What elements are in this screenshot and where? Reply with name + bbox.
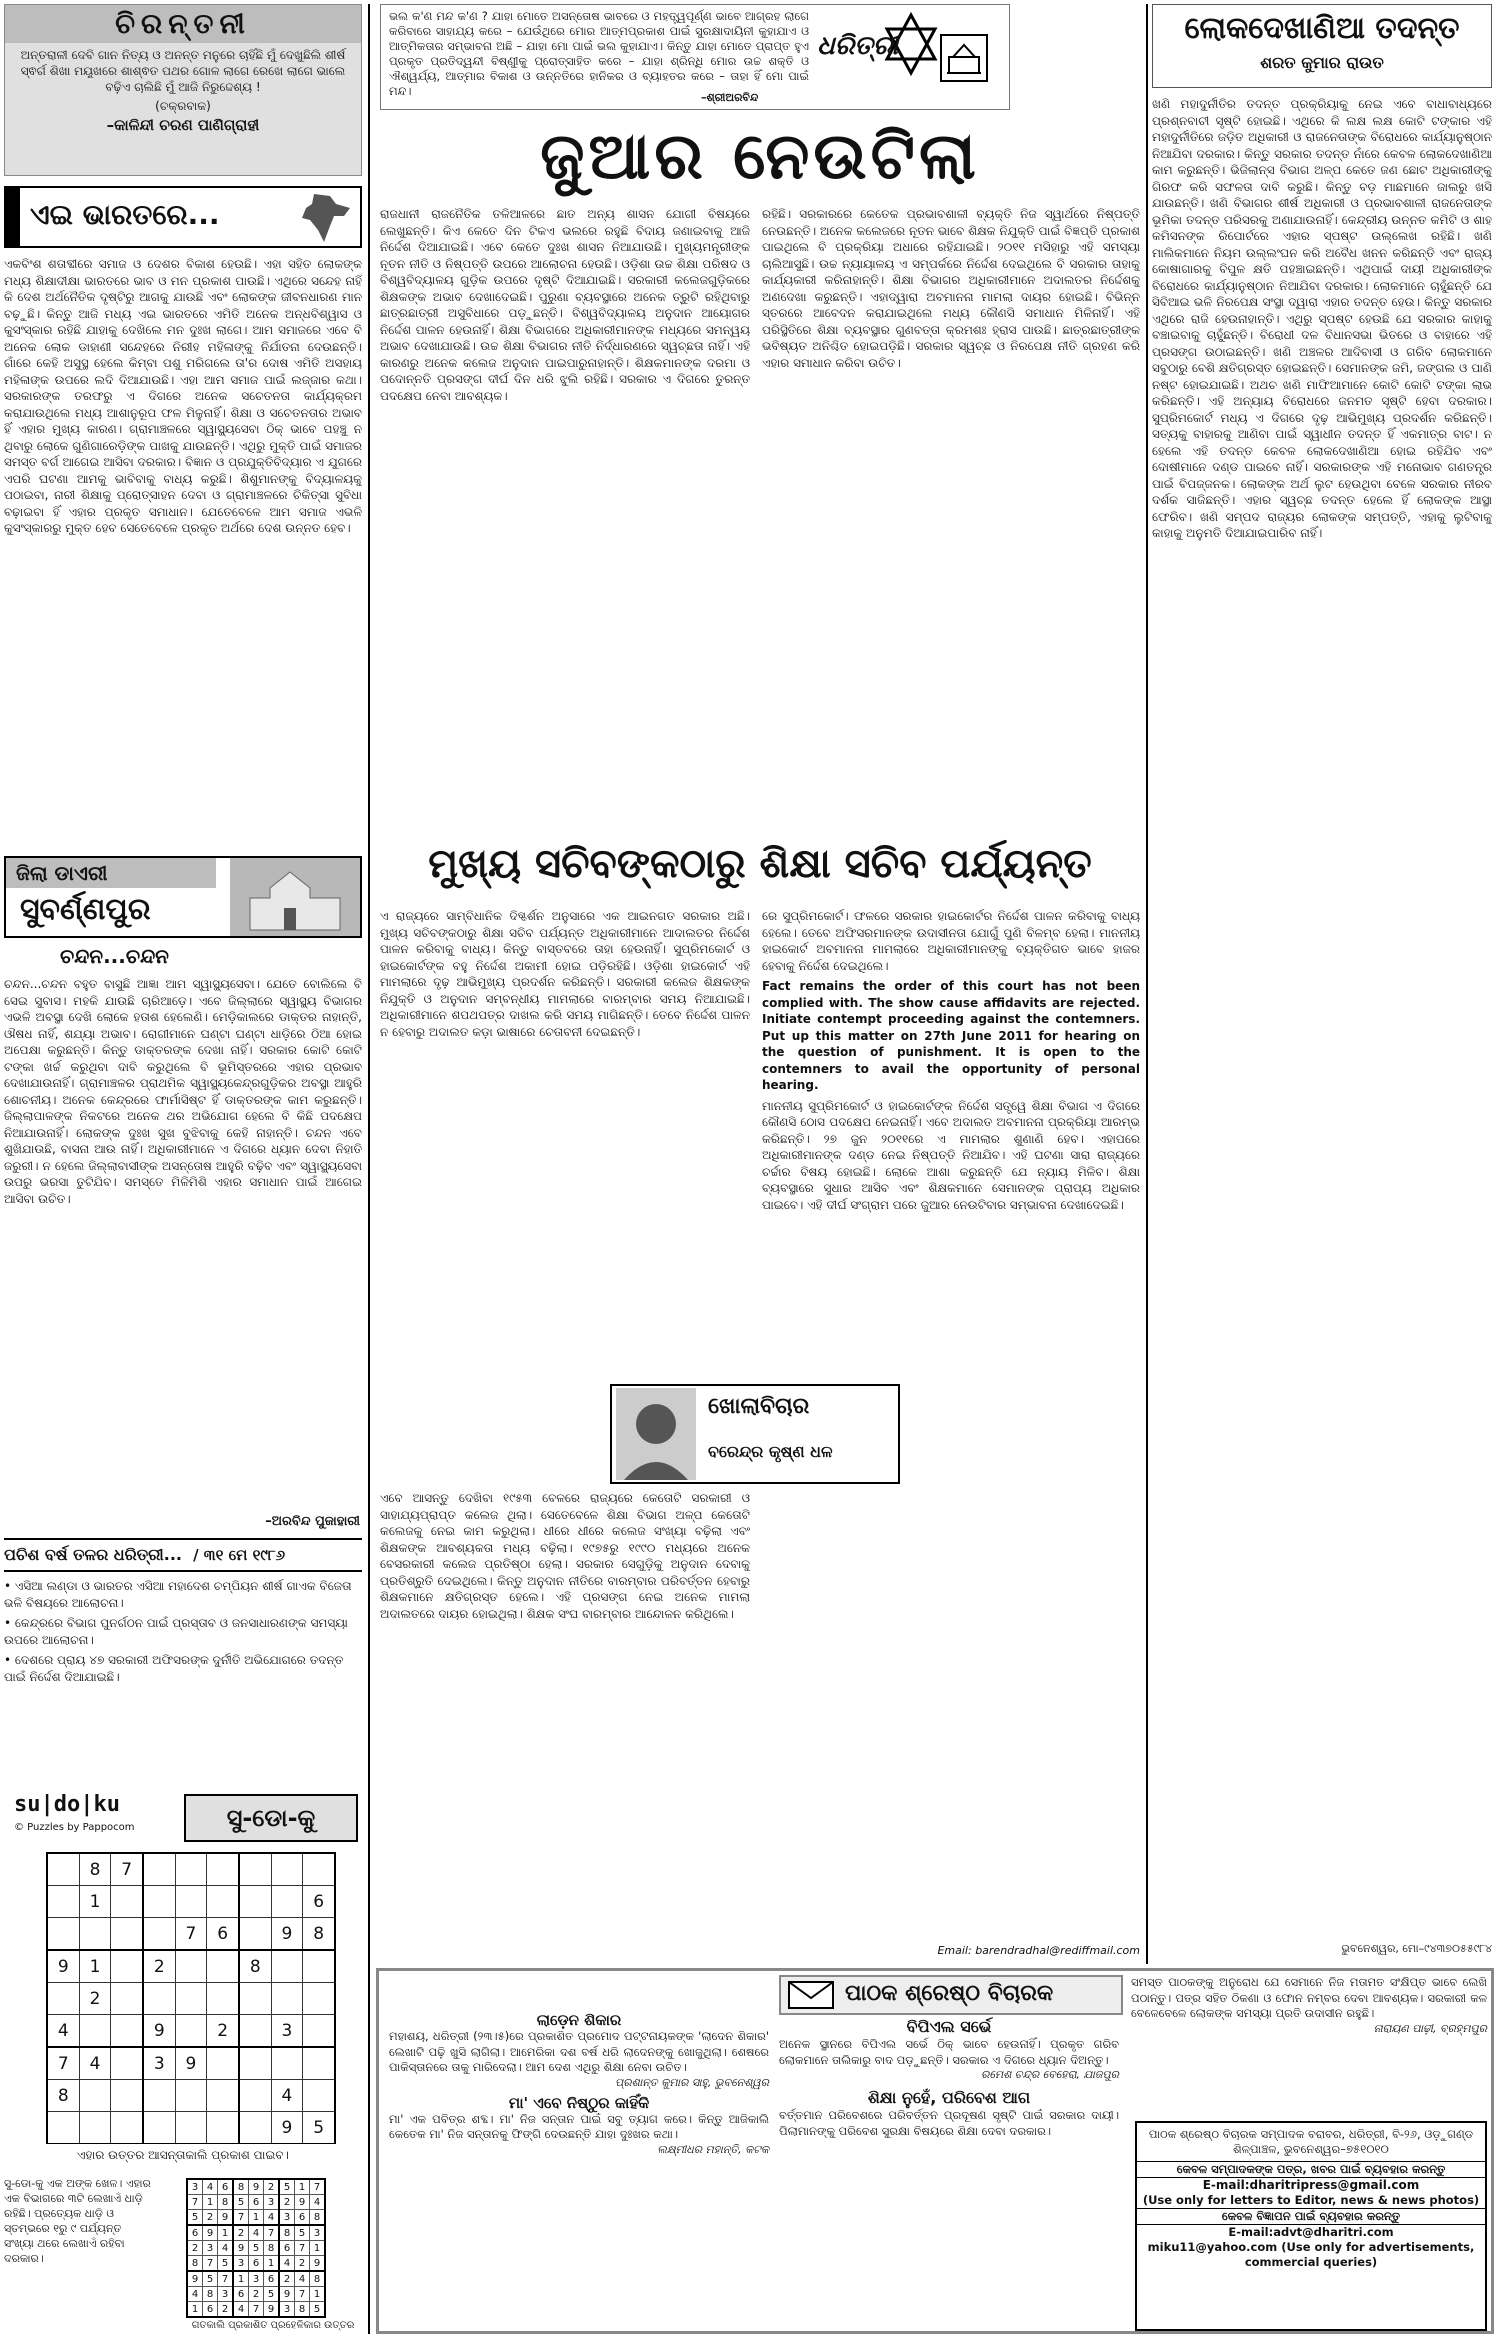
- grid-cell: 4: [279, 2256, 295, 2272]
- grid-cell: 2: [187, 2241, 203, 2256]
- grid-cell: [207, 1950, 239, 1983]
- years-ago-header: [4, 1538, 362, 1572]
- india-section-header: [4, 186, 362, 248]
- letter-author: ନାରାୟଣ ପାଢ଼ୀ, ବ୍ରହ୍ମପୁର: [1373, 2021, 1487, 2035]
- sudoku-brand-sub: © Puzzles by Pappocom: [14, 1822, 135, 1833]
- grid-cell: [239, 1983, 271, 2015]
- grid-cell: 2: [203, 2210, 218, 2226]
- grid-cell: 7: [111, 1853, 143, 1886]
- grid-cell: [303, 2080, 335, 2112]
- grid-cell: 4: [295, 2271, 310, 2287]
- grid-cell: [207, 2112, 239, 2145]
- grid-cell: 6: [187, 2225, 203, 2241]
- grid-cell: [207, 2080, 239, 2112]
- court-order-quote: Fact remains the order of this court has not been complied with. The show cause affidavits are rejected. Initiate contempt proceeding against the contemners. Put up this matter on 27th June 2011 for hearing on the question of punishment. It is open to the contemners to avail the opportunity of personal hearing.: [762, 979, 1140, 1092]
- grid-cell: [271, 1950, 303, 1983]
- chirantani-quote: ଅନ୍ତରାଳୀ ଦେବି ଗାନ ନିତ୍ୟ ଓ ଅନନ୍ତ ମନୁରେ ଚାହିଁଛି ମୁଁ ଦେଖୁଛିଲି ଶୀର୍ଷ ସ୍ଵର୍ଗ ଶିଖା ମୟୂଖରେ ଶାଶ୍ଵତ ପଥର ଗୋଳ ଲାଗେ ରେଖେ ଲାଗେ ଭାଲେ ବଢ଼ିଏ ଚାଲିଛି ମୁଁ ଆଜି ନିରୁଦ୍ଦେଶ୍ୟ !: [20, 48, 346, 94]
- grid-cell: 7: [47, 2047, 79, 2080]
- sri-aurobindo-quote: ଭଲ କ'ଣ ମନ୍ଦ କ'ଣ ? ଯାହା ମୋତେ ଅସନ୍ତୋଷ ଭାବରେ ଓ ମହତ୍ତ୍ୱପୂର୍ଣ୍ଣ ଭାବେ ଆଗ୍ରହ ଲାଗେ କରିବାରେ ସାହାଯ୍ୟ କରେ – ଯେଉଁଥିରେ ମୋର ଆତ୍ମପ୍ରକାଶ ପାଇଁ ସୁରକ୍ଷାଦାୟିନୀ କୁହାଯାଏ ଓ ଆତ୍ମିକତାର ସମ୍ଭାବନା ଅଛି – ଯାହା ମୋ ପାଇଁ ଭଲ କୁହାଯାଏ। କିନ୍ତୁ ଯାହା ମୋତେ ପ୍ରାପ୍ତ ହୁଏ ପ୍ରକୃତ ପ୍ରତିଦ୍ୱନ୍ଦୀ ବିଷ୍ଣୁୀକୁ ପ୍ରୋତ୍ସାହିତ କରେ – ଯାହା ଶ୍ରିନ୍ଧି ମୋର ଉଚ୍ଚ ଶକ୍ତି ଓ ଐଶ୍ୱର୍ଯ୍ୟ, ଆତ୍ମାର ବିକାଶ ଓ ଉନ୍ନତିରେ ହାନିକର ଓ ବ୍ୟାହତର କରେ – ତାହା ହିଁ ମୋ ପାଇଁ ମନ୍ଦ। –ଶ୍ରୀଅରବିନ୍ଦ ଧରିତ୍ରୀ: [380, 4, 1010, 110]
- grid-cell: 9: [187, 2271, 203, 2287]
- grid-cell: [271, 1853, 303, 1886]
- grid-cell: 7: [295, 2287, 310, 2302]
- grid-cell: [239, 2047, 271, 2080]
- grid-cell: [111, 2080, 143, 2112]
- letter-title: ଶିକ୍ଷା ନୁହେଁ, ପରିବେଶ ଆଗ: [867, 2088, 1031, 2107]
- grid-cell: [271, 2047, 303, 2080]
- grid-cell: [239, 2015, 271, 2048]
- india-section-marker: [6, 188, 20, 246]
- grid-cell: 3: [264, 2195, 280, 2210]
- grid-cell: [303, 1950, 335, 1983]
- temple-photo: [230, 858, 360, 936]
- grid-row: [187, 2225, 325, 2241]
- grid-cell: 9: [218, 2210, 234, 2226]
- letter-body: ମା' ଏକ ପବିତ୍ର ଶବ୍ଦ। ମା' ନିଜ ସନ୍ତାନ ପାଇଁ ସବୁ ତ୍ୟାଗ କରେ। କିନ୍ତୁ ଆଜିକାଲି କେତେକ ମା' ନିଜ ସନ୍ତାନକୁ ଫିଙ୍ଗି ଦେଉଛନ୍ତି ଯାହା ଦୁଃଖର କଥା।: [389, 2111, 769, 2141]
- grid-cell: 4: [310, 2195, 326, 2210]
- district-name: ସୁବର୍ଣ୍ଣପୁର: [20, 892, 151, 927]
- grid-cell: 2: [264, 2179, 280, 2195]
- grid-cell: [207, 1983, 239, 2015]
- right-divider: [1146, 4, 1148, 1964]
- grid-cell: [47, 1853, 79, 1886]
- grid-cell: 7: [175, 1918, 207, 1951]
- contact-email[interactable]: E-mail:dharitripress@gmail.com: [1202, 2178, 1420, 2192]
- grid-cell: [207, 2047, 239, 2080]
- grid-cell: 7: [310, 2179, 326, 2195]
- grid-cell: 9: [271, 1918, 303, 1951]
- grid-cell: 5: [264, 2287, 280, 2302]
- grid-cell: 8: [239, 1950, 271, 1983]
- grid-cell: 6: [207, 1918, 239, 1951]
- grid-cell: 8: [295, 2302, 310, 2318]
- grid-cell: [303, 1853, 335, 1886]
- letter-author: ରମେଶ ଚନ୍ଦ୍ର ବେହେରା, ଯାଜପୁର: [981, 2068, 1119, 2081]
- grid-cell: 4: [79, 2047, 111, 2080]
- author-photo: [616, 1388, 696, 1480]
- grid-cell: 6: [295, 2210, 310, 2226]
- grid-cell: 2: [218, 2302, 234, 2318]
- grid-cell: 5: [279, 2179, 295, 2195]
- right-column-body: ଖଣି ମହାଦୁର୍ନୀତିର ତଦନ୍ତ ପ୍ରକ୍ରିୟାକୁ ନେଇ ଏବେ ବାଧାବାଧ୍ୟରେ ପ୍ରଶ୍ନବାଚୀ ସୃଷ୍ଟି ହୋଇଛି। ଏଥିରେ କି ଲକ୍ଷ ଲକ୍ଷ କୋଟି ଟଙ୍କାର ଏହି ମହାଦୁର୍ନୀତିରେ ଜଡ଼ିତ ଅଧିକାରୀ ଓ ରାଜନେତାଙ୍କ ବିରୋଧରେ କାର୍ଯ୍ୟାନୁଷ୍ଠାନ ନିଆଯିବା ଦରକାର। କିନ୍ତୁ ସରକାର ତଦନ୍ତ ନାଁରେ କେବଳ ଲୋକଦେଖାଣିଆ କାମ କରୁଛନ୍ତି। ଭିଜିଲାନ୍ସ ବିଭାଗ ଅଳ୍ପ କେତେ ଜଣ ଛୋଟ ଅଧିକାରୀଙ୍କୁ ଗିରଫ କରି ସଫଳତା ଦାବି କରୁଛି। କିନ୍ତୁ ବଡ଼ ମାଛମାନେ ଜାଲରୁ ଖସି ଯାଉଛନ୍ତି। ଖଣି ବିଭାଗର ଶୀର୍ଷ ଅଧିକାରୀ ଓ ପ୍ରଭାବଶାଳୀ ରାଜନେତାଙ୍କ ଭୂମିକା ତଦନ୍ତ ପରିସରକୁ ଅଣାଯାଉନାହିଁ। କେନ୍ଦ୍ରୀୟ ଉନ୍ନତ କମିଟି ଓ ଶାହ କମିସନଙ୍କ ରିପୋର୍ଟରେ ଏହାର ସ୍ପଷ୍ଟ ଉଲ୍ଲେଖ ରହିଛି। ଖଣି ମାଲିକମାନେ ନିୟମ ଉଲ୍ଲଂଘନ କରି ଅବୈଧ ଖନନ କରିଛନ୍ତି ଏବଂ ରାଜ୍ୟ କୋଷାଗାରକୁ ବିପୁଳ କ୍ଷତି ପହଞ୍ଚାଇଛନ୍ତି। ଏଥିପାଇଁ ଦାୟୀ ଅଧିକାରୀଙ୍କ ବିରୋଧରେ କାର୍ଯ୍ୟାନୁଷ୍ଠାନ ନିଆଯିବା ଦରକାର। ଲୋକମାନେ ଚାହୁଁଛନ୍ତି ଯେ ସିବିଆଇ ଭଳି ନିରପେକ୍ଷ ସଂସ୍ଥା ଦ୍ୱାରା ଏହାର ତଦନ୍ତ ହେଉ। କିନ୍ତୁ ସରକାର ଏଥିରେ ରାଜି ହେଉନାହାନ୍ତି। ଏଥିରୁ ସ୍ପଷ୍ଟ ହେଉଛି ଯେ ସରକାର କାହାକୁ ବଞ୍ଚାଇବାକୁ ଚାହୁଁଛନ୍ତି। ବିରୋଧୀ ଦଳ ବିଧାନସଭା ଭିତରେ ଓ ବାହାରେ ଏହି ପ୍ରସଙ୍ଗ ଉଠାଇଛନ୍ତି। ଖଣି ଅଞ୍ଚଳର ଆଦିବାସୀ ଓ ଗରିବ ଲୋକମାନେ ସବୁଠାରୁ ବେଶି କ୍ଷତିଗ୍ରସ୍ତ ହୋଇଛନ୍ତି। ସେମାନଙ୍କ ଜମି, ଜଙ୍ଗଲ ଓ ପାଣି ନଷ୍ଟ ହୋଇଯାଇଛି। ଅଥଚ ଖଣି ମାଫିଆମାନେ କୋଟି କୋଟି ଟଙ୍କା ଲାଭ କରିଛନ୍ତି। ଏହି ଅନ୍ୟାୟ ବିରୋଧରେ ଜନମତ ସୃଷ୍ଟି ହେବା ଦରକାର। ସୁପ୍ରିମକୋର୍ଟ ମଧ୍ୟ ଏ ଦିଗରେ ଦୃଢ଼ ଆଭିମୁଖ୍ୟ ପ୍ରଦର୍ଶନ କରିଛନ୍ତି। ସତ୍ୟକୁ ବାହାରକୁ ଆଣିବା ପାଇଁ ସ୍ୱାଧୀନ ତଦନ୍ତ ହିଁ ଏକମାତ୍ର ବାଟ। ନ ହେଲେ ଏହି ତଦନ୍ତ କେବଳ ଲୋକଦେଖାଣିଆ ହୋଇ ରହିଯିବ ଏବଂ ଦୋଷୀମାନେ ଦଣ୍ଡ ପାଇବେ ନାହିଁ। ସରକାରଙ୍କ ଏହି ମନୋଭାବ ଗଣତନ୍ତ୍ର ପାଇଁ ବିପଜ୍ଜନକ। ଲୋକଙ୍କ ଅର୍ଥ ଲୁଟ ହେଉଥିବା ବେଳେ ସରକାର ନୀରବ ଦର୍ଶକ ସାଜିଛନ୍ତି। ଏହାର ସ୍ୱଚ୍ଛ ତଦନ୍ତ ହେଲେ ହିଁ ଲୋକଙ୍କ ଆସ୍ଥା ଫେରିବ। ଖଣି ସମ୍ପଦ ରାଜ୍ୟର ଲୋକଙ୍କ ସମ୍ପତ୍ତି, ଏହାକୁ ଲୁଟିବାକୁ କାହାକୁ ଅନୁମତି ଦିଆଯାଇପାରିବ ନାହିଁ।: [1152, 97, 1492, 540]
- grid-cell: 4: [47, 2015, 79, 2048]
- grid-cell: [47, 1918, 79, 1951]
- grid-cell: 5: [310, 2302, 326, 2318]
- list-item: • କେନ୍ଦ୍ରରେ ବିଭାଗ ପୁନର୍ଗଠନ ପାଇଁ ପ୍ରସ୍ତାବ ଓ ଜନସାଧାରଣଙ୍କ ସମସ୍ୟା ଉପରେ ଆଲୋଚନା।: [4, 1616, 348, 1647]
- letter-title: ମା' ଏବେ ନିଷ୍ଠୁର କାହିଁକି: [508, 2093, 650, 2112]
- letter-body: ମହାଶୟ, ଧରିତ୍ରୀ (୨୩।୫)ରେ ପ୍ରକାଶିତ ପ୍ରମୋଦ ପଟ୍ଟନାୟକଙ୍କ 'ଲାଦେନ ଶିକାର' ଲେଖାଟି ପଢ଼ି ଖୁସି ଲାଗିଲା। ଆମେରିକା ଦଶ ବର୍ଷ ଧରି ଲାଦେନଙ୍କୁ ଖୋଜୁଥିଲା। ଶେଷରେ ପାକିସ୍ତାନରେ ତାକୁ ମାରିଦେଲା। ଆମ ଦେଶ ଏଥିରୁ ଶିକ୍ଷା ନେବା ଉଚିତ।: [389, 2029, 769, 2074]
- contact-note: କେବଳ ସମ୍ପାଦକଙ୍କ ପତ୍ର, ଖବର ପାଇଁ ବ୍ୟବହାର କରନ୍ତୁ: [1137, 2161, 1485, 2178]
- grid-row: [47, 2015, 335, 2048]
- grid-cell: 5: [249, 2241, 264, 2256]
- editorial-col1: ରାଜଧାନୀ ରାଜନୈତିକ ତଳିଆଳରେ ଛାତ ଅନ୍ୟ ଶାସନ ଯୋଗୀ ବିଷୟରେ ଲେଖୁଛନ୍ତି। କିଏ କେତେ ଦିନ ଟିକଏ ଭଲରେ ରହୁଛି ବିଦାୟ ଜଣାଇବାକୁ ଆଜି ନିର୍ଦ୍ଦେଶ ଦିଆଯାଇଛି। ଏବେ କେତେ ଦୁଃଖ ଶାସନ ନିଆଯାଉଛି। ମୁଖ୍ୟମନ୍ତ୍ରୀଙ୍କ ନୂତନ ନୀତି ଓ ନିଷ୍ପତ୍ତି ଉପରେ ଆଲୋଚନା ହେଉଛି। ଓଡ଼ିଶା ଉଚ୍ଚ ଶିକ୍ଷା ପରିଷଦ ଓ ବିଶ୍ୱବିଦ୍ୟାଳୟ ଗୁଡ଼ିକ ଉପରେ ଦୃଷ୍ଟି ଦିଆଯାଇଛି। ସରକାରୀ କଲେଜଗୁଡ଼ିକରେ ଶିକ୍ଷକଙ୍କ ଅଭାବ ଦେଖାଦେଇଛି। ପୁରୁଣା ବ୍ୟବସ୍ଥାରେ ଅନେକ ତ୍ରୁଟି ରହିଥିବାରୁ ଛାତ୍ରଛାତ୍ରୀ ଅସୁବିଧାରେ ପଡ଼ୁଛନ୍ତି। ବିଶ୍ୱବିଦ୍ୟାଳୟ ଅନୁଦାନ ଆୟୋଗର ନିର୍ଦ୍ଦେଶ ପାଳନ ହେଉନାହିଁ। ଶିକ୍ଷା ବିଭାଗରେ ଅଧିକାରୀମାନଙ୍କ ମଧ୍ୟରେ ସମନ୍ୱୟ ଅଭାବ ଦେଖାଯାଉଛି। ଉଚ୍ଚ ଶିକ୍ଷା ବିଭାଗର ନୀତି ନିର୍ଦ୍ଧାରଣରେ ସ୍ୱଚ୍ଛତା ନାହିଁ। ଏହି କାରଣରୁ ଅନେକ କଲେଜ ଅନୁଦାନ ପାଇପାରୁନାହାନ୍ତି। ଶିକ୍ଷକମାନଙ୍କ ଦରମା ଓ ପଦୋନ୍ନତି ପ୍ରସଙ୍ଗ ଦୀର୍ଘ ଦିନ ଧରି ଝୁଲି ରହିଛି। ସରକାର ଏ ଦିଗରେ ତୁରନ୍ତ ପଦକ୍ଷେପ ନେବା ଆବଶ୍ୟକ।: [380, 207, 750, 403]
- letters-header: [779, 1975, 1123, 2015]
- grid-cell: 2: [295, 2256, 310, 2272]
- grid-cell: 8: [310, 2210, 326, 2226]
- grid-cell: 1: [295, 2179, 310, 2195]
- grid-cell: [79, 2015, 111, 2048]
- sudoku-brand: su|do|ku: [14, 1792, 120, 1817]
- sudoku-rules: ସୁ-ଡୋ-କୁ ଏକ ଅଙ୍କ ଖେଳ। ଏହାର ଏକ ବିଭାଗରେ ୩ଟି ଲେଖାଏଁ ଧାଡ଼ି ରହିଛି। ପ୍ରତ୍ୟେକ ଧାଡ଼ି ଓ ସ୍ତମ୍ଭରେ ୧ରୁ ୯ ପର୍ଯ୍ୟନ୍ତ ସଂଖ୍ୟା ଥରେ ଲେଖାଏଁ ରହିବା ଦରକାର।: [4, 2177, 151, 2265]
- grid-cell: 3: [218, 2287, 234, 2302]
- grid-cell: [207, 1853, 239, 1886]
- grid-cell: 5: [295, 2225, 310, 2241]
- grid-cell: [79, 2080, 111, 2112]
- years-ago-title: ପଚିଶ ବର୍ଷ ତଳର ଧରିତ୍ରୀ...: [4, 1545, 182, 1564]
- grid-cell: [47, 1886, 79, 1918]
- grid-row: [187, 2195, 325, 2210]
- india-map-icon: [294, 190, 354, 246]
- grid-cell: 2: [249, 2287, 264, 2302]
- grid-cell: 6: [264, 2271, 280, 2287]
- grid-cell: 3: [279, 2210, 295, 2226]
- grid-cell: 6: [249, 2195, 264, 2210]
- grid-cell: 1: [249, 2210, 264, 2226]
- years-ago-date: / ୩୧ ମେ ୧୯୮୬: [193, 1546, 286, 1564]
- grid-cell: 1: [79, 1950, 111, 1983]
- grid-cell: 1: [264, 2256, 280, 2272]
- grid-cell: 1: [310, 2287, 326, 2302]
- district-diary-header: [4, 856, 362, 938]
- grid-cell: 8: [187, 2256, 203, 2272]
- letter-author: ଲକ୍ଷ୍ମୀଧର ମହାନ୍ତି, କଟକ: [657, 2142, 769, 2156]
- logo-name: ଧରିତ୍ରୀ: [817, 31, 899, 61]
- grid-cell: 4: [264, 2210, 280, 2226]
- grid-cell: [207, 1886, 239, 1918]
- grid-cell: 4: [218, 2241, 234, 2256]
- lokadekhania-author: ଶରତ କୁମାର ରାଉତ: [1260, 53, 1384, 72]
- grid-row: [187, 2241, 325, 2256]
- grid-cell: [111, 2047, 143, 2080]
- grid-row: [187, 2256, 325, 2272]
- grid-cell: 8: [264, 2241, 280, 2256]
- grid-cell: 9: [143, 2015, 175, 2048]
- editorial-col4: ରେ ସୁପ୍ରିମକୋର୍ଟ। ଫଳରେ ସରକାର ହାଇକୋର୍ଟର ନିର୍ଦ୍ଦେଶ ପାଳନ କରିବାକୁ ବାଧ୍ୟ ହେଲେ। ତେବେ ଅଫିସରମାନଙ୍କ ଉଦାସୀନତା ଯୋଗୁଁ ପୁଣି ବିଳମ୍ବ ହେଲା। ମାନନୀୟ ହାଇକୋର୍ଟ ଅବମାନନା ମାମଲାରେ ଅଧିକାରୀମାନଙ୍କୁ ବ୍ୟକ୍ତିଗତ ଭାବେ ହାଜର ହେବାକୁ ନିର୍ଦ୍ଦେଶ ଦେଇଥିଲେ। Fact remains the order of this court has not been complied with. The show cause affidavits are rejected. Initiate contempt proceeding against the contemners. Put up this matter on 27th June 2011 for hearing on the question of punishment. It is open to the contemners to avail the opportunity of personal hearing. ମାନନୀୟ ସୁପ୍ରିମକୋର୍ଟ ଓ ହାଇକୋର୍ଟଙ୍କ ନିର୍ଦ୍ଦେଶ ସତ୍ତ୍ୱେ ଶିକ୍ଷା ବିଭାଗ ଏ ଦିଗରେ କୌଣସି ଠୋସ ପଦକ୍ଷେପ ନେଇନାହିଁ। ଏବେ ଅଦାଲତ ଅବମାନନା ପ୍ରକ୍ରିୟା ଆରମ୍ଭ କରିଛନ୍ତି। ୨୭ ଜୁନ ୨୦୧୧ରେ ଏ ମାମଲାର ଶୁଣାଣି ହେବ। ଏହାପରେ ଅଧିକାରୀମାନଙ୍କ ଦଣ୍ଡ ନେଇ ନିଷ୍ପତ୍ତି ନିଆଯିବ। ଏହି ଘଟଣା ସାରା ରାଜ୍ୟରେ ଚର୍ଚ୍ଚାର ବିଷୟ ହୋଇଛି। ଲୋକେ ଆଶା କରୁଛନ୍ତି ଯେ ନ୍ୟାୟ ମିଳିବ। ଶିକ୍ଷା ବ୍ୟବସ୍ଥାରେ ସୁଧାର ଆସିବ ଏବଂ ଶିକ୍ଷକମାନେ ସେମାନଙ୍କ ପ୍ରାପ୍ୟ ଅଧିକାର ପାଇବେ। ଏହି ଦୀର୍ଘ ସଂଗ୍ରାମ ପରେ ଜୁଆର ନେଉଟିବାର ସମ୍ଭାବନା ଦେଖାଦେଇଛି।: [762, 909, 1140, 1212]
- grid-cell: 4: [271, 2080, 303, 2112]
- grid-cell: 8: [310, 2271, 326, 2287]
- years-ago-list: [4, 1578, 362, 1782]
- grid-cell: 8: [218, 2195, 234, 2210]
- letter-body: ସମସ୍ତ ପାଠକଙ୍କୁ ଅନୁରୋଧ ଯେ ସେମାନେ ନିଜ ମତାମତ ସଂକ୍ଷିପ୍ତ ଭାବେ ଲେଖି ପଠାନ୍ତୁ। ପତ୍ର ସହିତ ଠିକଣା ଓ ଫୋନ ନମ୍ବର ଦେବା ଆବଶ୍ୟକ। ସରକାରୀ କଳ ବେଳେବେଳେ ଲୋକଙ୍କ ସମସ୍ୟା ପ୍ରତି ଉଦାସୀନ ରହୁଛି।: [1131, 1975, 1487, 2020]
- grid-row: [187, 2302, 325, 2318]
- letter-body: ଅନେକ ସ୍ଥାନରେ ବିପିଏଲ ସର୍ଭେ ଠିକ୍ ଭାବେ ହେଉନାହିଁ। ପ୍ରକୃତ ଗରିବ ଲୋକମାନେ ତାଲିକାରୁ ବାଦ ପଡ଼ୁଛନ୍ତି। ସରକାର ଏ ଦିଗରେ ଧ୍ୟାନ ଦିଅନ୍ତୁ।: [779, 2037, 1119, 2067]
- grid-cell: 1: [203, 2195, 218, 2210]
- grid-cell: [79, 2112, 111, 2145]
- grid-cell: [175, 2112, 207, 2145]
- district-body: ଚନ୍ଦନ...ଚନ୍ଦନ ବହୁତ ବାସୁଛି ଆଜ୍ଞା ଆମ ସ୍ୱାସ୍ଥ୍ୟସେବା। ଯେତେ ବୋଲିଲେ ବି ସେଇ ସୁବାସ। ମହକି ଯାଉଛି ଚାରିଆଡ଼େ। ଏବେ ଜିଲ୍ଲାରେ ସ୍ୱାସ୍ଥ୍ୟ ବିଭାଗର ଏଭଳି ଅବସ୍ଥା ଦେଖି ଲୋକେ ହତାଶ ହେଲେଣି। ମେଡ଼ିକାଲରେ ଡାକ୍ତର ନାହାନ୍ତି, ଔଷଧ ନାହିଁ, ଶଯ୍ୟା ଅଭାବ। ରୋଗୀମାନେ ଘଣ୍ଟା ଘଣ୍ଟା ଧାଡ଼ିରେ ଠିଆ ହୋଇ ଅପେକ୍ଷା କରୁଛନ୍ତି। କିନ୍ତୁ ଡାକ୍ତରଙ୍କ ଦେଖା ନାହିଁ। ସରକାର କୋଟି କୋଟି ଟଙ୍କା ଖର୍ଚ୍ଚ କରୁଥିବା ଦାବି କରୁଥିଲେ ବି ଭୂମିସ୍ତରରେ ଏହାର ପ୍ରଭାବ ଦେଖାଯାଉନାହିଁ। ଗ୍ରାମାଞ୍ଚଳର ପ୍ରାଥମିକ ସ୍ୱାସ୍ଥ୍ୟକେନ୍ଦ୍ରଗୁଡ଼ିକର ଅବସ୍ଥା ଆହୁରି ଶୋଚନୀୟ। ଅନେକ କେନ୍ଦ୍ରରେ ଫାର୍ମାସିଷ୍ଟ ହିଁ ଡାକ୍ତରଙ୍କ କାମ କରୁଛନ୍ତି। ଜିଲ୍ଲାପାଳଙ୍କ ନିକଟରେ ଅନେକ ଥର ଅଭିଯୋଗ ହେଲେ ବି କିଛି ପଦକ୍ଷେପ ନିଆଯାଉନାହିଁ। ଲୋକଙ୍କ ଦୁଃଖ ସୁଖ ବୁଝିବାକୁ କେହି ନାହାନ୍ତି। ଚନ୍ଦନ ଏବେ ଶୁଖିଯାଉଛି, ବାସନା ଆଉ ନାହିଁ। ଅଧିକାରୀମାନେ ଏ ଦିଗରେ ଧ୍ୟାନ ଦେବା ନିହାତି ଜରୁରୀ। ନ ହେଲେ ଜିଲ୍ଲାବାସୀଙ୍କ ଅସନ୍ତୋଷ ଆହୁରି ବଢ଼ିବ ଏବଂ ସ୍ୱାସ୍ଥ୍ୟସେବା ଉପରୁ ଭରସା ତୁଟିଯିବ। ସମସ୍ତେ ମିଳିମିଶି ଏହାର ସମାଧାନ ପାଇଁ ଆଗେଇ ଆସିବା ଉଚିତ।: [4, 977, 362, 1206]
- grid-cell: [303, 2047, 335, 2080]
- grid-cell: [111, 1950, 143, 1983]
- sudoku-title: ସୁ-ଡୋ-କୁ: [184, 1794, 358, 1842]
- grid-row: [47, 1853, 335, 1886]
- editorial-col3: ଏ ରାଜ୍ୟରେ ସାମ୍ବିଧାନିକ ଦିଗ୍ଦର୍ଶନ ଅନୁସାରେ ଏକ ଆଇନଗତ ସରକାର ଅଛି। ମୁଖ୍ୟ ସଚିବଙ୍କଠାରୁ ଶିକ୍ଷା ସଚିବ ପର୍ଯ୍ୟନ୍ତ ଅଧିକାରୀମାନେ ଆଦାଲତର ନିର୍ଦ୍ଦେଶ ପାଳନ କରିବାକୁ ବାଧ୍ୟ। କିନ୍ତୁ ବାସ୍ତବରେ ତାହା ହେଉନାହିଁ। ସୁପ୍ରିମକୋର୍ଟ ଓ ହାଇକୋର୍ଟଙ୍କ ବହୁ ନିର୍ଦ୍ଦେଶ ଅକାମୀ ହୋଇ ପଡ଼ିରହିଛି। ଓଡ଼ିଶା ହାଇକୋର୍ଟ ଏହି ମାମଲାରେ ଦୃଢ଼ ଆଭିମୁଖ୍ୟ ପ୍ରଦର୍ଶନ କରିଛନ୍ତି। ସରକାରୀ କଲେଜ ଶିକ୍ଷକଙ୍କ ନିଯୁକ୍ତି ଓ ଅନୁଦାନ ସମ୍ବନ୍ଧୀୟ ମାମଲାରେ ବାରମ୍ବାର ସମୟ ନିଆଯାଇଛି। ଅଧିକାରୀମାନେ ଶପଥପତ୍ର ଦାଖଲ କରି ସମୟ ମାଗିଛନ୍ତି। ତେବେ ନିର୍ଦ୍ଦେଶ ପାଳନ ନ ହେବାରୁ ଅଦାଲତ କଡ଼ା ଭାଷାରେ ଚେତାବନୀ ଦେଇଛନ୍ତି।: [380, 909, 750, 1039]
- grid-cell: 5: [187, 2210, 203, 2226]
- grid-cell: 9: [233, 2241, 249, 2256]
- chirantani-source: (ଚକ୍ରବାକ): [155, 99, 211, 113]
- grid-cell: [271, 1983, 303, 2015]
- grid-cell: [143, 1886, 175, 1918]
- grid-cell: [271, 1886, 303, 1918]
- grid-cell: 3: [271, 2015, 303, 2048]
- editorial-col2: ରହିଛି। ସରକାରରେ କେତେକ ପ୍ରଭାବଶାଳୀ ବ୍ୟକ୍ତି ନିଜ ସ୍ୱାର୍ଥରେ ନିଷ୍ପତ୍ତି ନେଉଛନ୍ତି। ଅନେକ କଲେଜରେ ନୂତନ ଭାବେ ଶିକ୍ଷକ ନିଯୁକ୍ତି ପାଇଁ ବିଜ୍ଞପ୍ତି ପ୍ରକାଶ ପାଇଥିଲେ ବି ପ୍ରକ୍ରିୟା ଅଧାରେ ରହିଯାଇଛି। ୨୦୧୧ ମସିହାରୁ ଏହି ସମସ୍ୟା ଚାଲିଆସୁଛି। ଉଚ୍ଚ ନ୍ୟାୟାଳୟ ଏ ସମ୍ପର୍କରେ ନିର୍ଦ୍ଦେଶ ଦେଇଥିଲେ ବି ସରକାର ତାହାକୁ କାର୍ଯ୍ୟକାରୀ କରିନାହାନ୍ତି। ଶିକ୍ଷା ବିଭାଗର ଅଧିକାରୀମାନେ ଅଦାଲତର ନିର୍ଦ୍ଦେଶକୁ ଅଣଦେଖା କରୁଛନ୍ତି। ଏହାଦ୍ୱାରା ଅବମାନନା ମାମଲା ଦାୟର ହୋଇଛି। ବିଭିନ୍ନ ସ୍ତରରେ ଆବେଦନ କରାଯାଇଥିଲେ ମଧ୍ୟ କୌଣସି ସମାଧାନ ମିଳିନାହିଁ। ଏହି ପରିସ୍ଥିତିରେ ଶିକ୍ଷା ବ୍ୟବସ୍ଥାର ଗୁଣବତ୍ତା କ୍ରମଶଃ ହ୍ରାସ ପାଉଛି। ଛାତ୍ରଛାତ୍ରୀଙ୍କ ଭବିଷ୍ୟତ ଅନିଶ୍ଚିତ ହୋଇପଡ଼ିଛି। ସରକାର ସ୍ୱଚ୍ଛ ଓ ନିରପେକ୍ଷ ନୀତି ଗ୍ରହଣ କରି ଏହାର ସମାଧାନ କରିବା ଉଚିତ।: [762, 207, 1140, 370]
- grid-cell: [47, 2112, 79, 2145]
- grid-cell: [175, 1853, 207, 1886]
- right-column-signature: ଭୁବନେଶ୍ୱର, ମୋ–୯୪୩୭୦୫୫୯୮୪: [1341, 1942, 1492, 1955]
- district-author: –ଅରବିନ୍ଦ ପୁଜାହାରୀ: [265, 1514, 360, 1529]
- lokadekhania-title: ଲୋକଦେଖାଣିଆ ତଦନ୍ତ: [1184, 11, 1460, 46]
- envelope-icon: [787, 1980, 835, 2010]
- india-section-body: ଏକବିଂଶ ଶତାବ୍ଦୀରେ ସମାଜ ଓ ଦେଶର ବିକାଶ ହେଉଛି। ଏହା ସହିତ ଲୋକଙ୍କ ମଧ୍ୟ ଶିକ୍ଷାଦୀକ୍ଷା ଭାରତରେ ଭାବ ଓ ମନ ପ୍ରକାଶ ପାଉଛି। ଏଥିରେ ସନ୍ଦେହ ନାହିଁ କି ଦେଶ ଅର୍ଥନୈତିକ ଦୃଷ୍ଟିରୁ ଆଗକୁ ଯାଉଛି ଏବଂ ଲୋକଙ୍କ ଜୀବନଧାରଣ ମାନ ବଢ଼ୁଛି। କିନ୍ତୁ ଆଜି ମଧ୍ୟ ଏଇ ଭାରତରେ ଏମିତି ଅନେକ ଅନ୍ଧବିଶ୍ୱାସ ଓ କୁସଂସ୍କାର ରହିଛି ଯାହାକୁ ଦେଖିଲେ ମନ ଦୁଃଖ ଲାଗେ। ଆମ ସମାଜରେ ଏବେ ବି ଅନେକ ଲୋକ ଡାହାଣୀ ସନ୍ଦେହରେ ନିରୀହ ମହିଳାଙ୍କୁ ନିର୍ଯାତନା ଦେଉଛନ୍ତି। ଗାଁରେ କେହି ଅସୁସ୍ଥ ହେଲେ କିମ୍ବା ପଶୁ ମରିଗଲେ ତା'ର ଦୋଷ ଏମିତି ଅସହାୟ ମହିଳାଙ୍କ ଉପରେ ଲଦି ଦିଆଯାଉଛି। ଏହା ଆମ ସମାଜ ପାଇଁ ଲଜ୍ଜାର କଥା। ସରକାରଙ୍କ ତରଫରୁ ଏ ଦିଗରେ ଅନେକ ସଚେତନତା କାର୍ଯ୍ୟକ୍ରମ କରାଯାଉଥିଲେ ମଧ୍ୟ ଆଶାନୁରୂପ ଫଳ ମିଳୁନାହିଁ। ଶିକ୍ଷା ଓ ସଚେତନତାର ଅଭାବ ହିଁ ଏହାର ମୁଖ୍ୟ କାରଣ। ଗ୍ରାମାଞ୍ଚଳରେ ସ୍ୱାସ୍ଥ୍ୟସେବା ଠିକ୍ ଭାବେ ପହଞ୍ଚୁ ନ ଥିବାରୁ ଲୋକେ ଗୁଣିଗାରେଡ଼ିଙ୍କ ପାଖକୁ ଯାଉଛନ୍ତି। ଏଥିରୁ ମୁକ୍ତି ପାଇଁ ସମାଜର ସମସ୍ତ ବର୍ଗ ଆଗେଇ ଆସିବା ଦରକାର। ବିଜ୍ଞାନ ଓ ପ୍ରଯୁକ୍ତିବିଦ୍ୟାର ଏ ଯୁଗରେ ଏପରି ଘଟଣା ଆମକୁ ଭାବିବାକୁ ବାଧ୍ୟ କରୁଛି। ଶିଶୁମାନଙ୍କୁ ବିଦ୍ୟାଳୟକୁ ପଠାଇବା, ନାରୀ ଶିକ୍ଷାକୁ ପ୍ରୋତ୍ସାହନ ଦେବା ଓ ଗ୍ରାମାଞ୍ଚଳରେ ଚିକିତ୍ସା ସୁବିଧା ବଢ଼ାଇବା ହିଁ ଏହାର ପ୍ରକୃତ ସମାଧାନ। ଯେତେବେଳେ ଆମ ସମାଜ ଏଭଳି କୁସଂସ୍କାରରୁ ମୁକ୍ତ ହେବ ସେତେବେଳେ ପ୍ରକୃତ ଅର୍ଥରେ ଦେଶ ଉନ୍ନତ ହେବ।: [4, 257, 362, 535]
- district-diary-label: ଜିଲା ଡାଏରୀ: [6, 858, 216, 888]
- grid-cell: [303, 1983, 335, 2015]
- grid-row: [47, 1886, 335, 1918]
- sudoku-header: [4, 1792, 362, 1846]
- letter-author: ପ୍ରଶାନ୍ତ କୁମାର ସାହୁ, ଭୁବନେଶ୍ୱର: [614, 2075, 769, 2089]
- grid-cell: [239, 1853, 271, 1886]
- grid-cell: 6: [279, 2241, 295, 2256]
- grid-cell: 9: [203, 2225, 218, 2241]
- sudoku-table: [46, 1852, 336, 2144]
- grid-row: [47, 1983, 335, 2015]
- grid-row: [47, 2112, 335, 2145]
- grid-cell: 1: [187, 2302, 203, 2318]
- left-divider: [368, 4, 370, 2334]
- grid-cell: 8: [47, 2080, 79, 2112]
- grid-cell: 9: [279, 2287, 295, 2302]
- grid-cell: 3: [249, 2271, 264, 2287]
- letter-1: [389, 2011, 769, 2157]
- grid-cell: 2: [143, 1950, 175, 1983]
- grid-cell: 3: [203, 2241, 218, 2256]
- grid-cell: 2: [79, 1983, 111, 2015]
- grid-cell: 9: [264, 2302, 280, 2318]
- quote-author: –ଶ୍ରୀଅରବିନ୍ଦ: [701, 91, 759, 104]
- editorial-col3-bottom: ଏବେ ଆସନ୍ତୁ ଦେଖିବା ୧୯୫୩ ବେଳରେ ରାଜ୍ୟରେ କେତୋଟି ସରକାରୀ ଓ ସାହାଯ୍ୟପ୍ରାପ୍ତ କଲେଜ ଥିଲା। ସେତେବେଳେ ଶିକ୍ଷା ବିଭାଗ ଅଳ୍ପ କେତୋଟି କଲେଜକୁ ନେଇ କାମ କରୁଥିଲା। ଧୀରେ ଧୀରେ କଲେଜ ସଂଖ୍ୟା ବଢ଼ିଲା ଏବଂ ଶିକ୍ଷକଙ୍କ ଆବଶ୍ୟକତା ମଧ୍ୟ ବଢ଼ିଲା। ୧୯୭୫ରୁ ୧୯୯୦ ମଧ୍ୟରେ ଅନେକ ବେସରକାରୀ କଲେଜ ପ୍ରତିଷ୍ଠା ହେଲା। ସରକାର ସେଗୁଡ଼ିକୁ ଅନୁଦାନ ଦେବାକୁ ପ୍ରତିଶ୍ରୁତି ଦେଇଥିଲେ। କିନ୍ତୁ ଅନୁଦାନ ନୀତିରେ ବାରମ୍ବାର ପରିବର୍ତ୍ତନ ହେବାରୁ ଶିକ୍ଷକମାନେ କ୍ଷତିଗ୍ରସ୍ତ ହେଲେ। ଏହି ପ୍ରସଙ୍ଗ ନେଇ ଅନେକ ମାମଲା ଅଦାଲତରେ ଦାୟର ହୋଇଥିଲା। ଶିକ୍ଷକ ସଂଘ ବାରମ୍ବାର ଆନ୍ଦୋଳନ କରିଥିଲେ।: [380, 1491, 750, 1621]
- grid-cell: [111, 2112, 143, 2145]
- grid-cell: 7: [187, 2195, 203, 2210]
- grid-row: [47, 2080, 335, 2112]
- grid-cell: 1: [310, 2241, 326, 2256]
- grid-cell: 8: [279, 2225, 295, 2241]
- grid-cell: 6: [249, 2256, 264, 2272]
- sudoku-solution-label: ଗତକାଲି ପ୍ରକାଶିତ ପ୍ରହେଳିକାର ଉତ୍ତର: [191, 2320, 355, 2331]
- contact-email[interactable]: E-mail:advt@dharitri.com: [1228, 2225, 1394, 2239]
- grid-row: [47, 1950, 335, 1983]
- grid-cell: [111, 1983, 143, 2015]
- letter-3: [1131, 1975, 1487, 2036]
- grid-cell: 9: [249, 2179, 264, 2195]
- letters-title: ପାଠକ ଶ୍ରେଷ୍ଠ ବିଚାରକ: [845, 1981, 1054, 2006]
- grid-cell: 4: [187, 2287, 203, 2302]
- grid-cell: 5: [303, 2112, 335, 2145]
- sudoku-grid: [46, 1852, 336, 2144]
- grid-cell: 9: [175, 2047, 207, 2080]
- grid-cell: 8: [303, 1918, 335, 1951]
- grid-cell: 6: [218, 2179, 234, 2195]
- grid-cell: 3: [233, 2256, 249, 2272]
- sub-headline: ମୁଖ୍ୟ ସଚିବଙ୍କଠାରୁ ଶିକ୍ଷା ସଚିବ ପର୍ଯ୍ୟନ୍ତ: [428, 841, 1092, 887]
- grid-cell: 2: [279, 2271, 295, 2287]
- grid-cell: 8: [203, 2287, 218, 2302]
- byline-email: Email: barendradhal@rediffmail.com: [937, 1944, 1140, 1957]
- grid-cell: [111, 1886, 143, 1918]
- grid-cell: [143, 2112, 175, 2145]
- grid-cell: 5: [203, 2271, 218, 2287]
- contact-email[interactable]: miku11@yahoo.com (Use only for advertisements, commercial queries): [1147, 2240, 1475, 2269]
- grid-cell: 9: [47, 1950, 79, 1983]
- grid-cell: [175, 1886, 207, 1918]
- contact-email-note: (Use only for letters to Editor, news & news photos): [1142, 2193, 1480, 2207]
- letter-title: ବିପିଏଲ ସର୍ଭେ: [906, 2017, 992, 2036]
- grid-row: [187, 2271, 325, 2287]
- grid-cell: 8: [79, 1853, 111, 1886]
- grid-cell: [175, 1983, 207, 2015]
- grid-cell: 3: [143, 2047, 175, 2080]
- grid-cell: [239, 1886, 271, 1918]
- grid-cell: [143, 2080, 175, 2112]
- letter-body: ବର୍ତ୍ତମାନ ପରିବେଶରେ ପରିବର୍ତ୍ତନ ପ୍ରଦୂଷଣ ସୃଷ୍ଟି ପାଇଁ ସରକାର ଦାୟୀ। ପିଲାମାନଙ୍କୁ ପରିବେଶ ସୁରକ୍ଷା ବିଷୟରେ ଶିକ୍ଷା ଦେବା ଦରକାର।: [779, 2108, 1119, 2138]
- letter-title: ଲାଡ଼େନ ଶିକାର: [536, 2011, 622, 2029]
- grid-cell: 8: [233, 2179, 249, 2195]
- grid-cell: [239, 2080, 271, 2112]
- chirantani-box: [4, 4, 362, 176]
- grid-cell: [111, 2015, 143, 2048]
- grid-cell: 3: [310, 2225, 326, 2241]
- letter-2: [779, 2017, 1119, 2139]
- letters-section: [376, 1968, 1494, 2334]
- main-headline: ଜୁଆର ନେଉଟିଲା: [540, 120, 980, 194]
- dharitri-logo: [817, 11, 997, 101]
- grid-cell: [143, 1983, 175, 2015]
- grid-cell: 7: [203, 2256, 218, 2272]
- grid-row: [187, 2287, 325, 2302]
- grid-cell: 5: [233, 2195, 249, 2210]
- grid-cell: [239, 2112, 271, 2145]
- contact-note: କେବଳ ବିଜ୍ଞାପନ ପାଇଁ ବ୍ୟବହାର କରନ୍ତୁ: [1137, 2208, 1485, 2225]
- chirantani-title: ଚିରନ୍ତନୀ: [5, 5, 361, 43]
- chirantani-author: –କାଳିନ୍ଦୀ ଚରଣ ପାଣିଗ୍ରାହୀ: [106, 116, 260, 134]
- grid-cell: [175, 2015, 207, 2048]
- grid-cell: 3: [187, 2179, 203, 2195]
- grid-cell: 1: [79, 1886, 111, 1918]
- grid-cell: 7: [233, 2210, 249, 2226]
- sudoku-answer-label: ଏହାର ଉତ୍ତର ଆସନ୍ତାକାଲି ପ୍ରକାଶ ପାଇବ।: [77, 2148, 289, 2162]
- grid-cell: 7: [264, 2225, 280, 2241]
- grid-cell: [143, 1918, 175, 1951]
- grid-cell: [79, 1918, 111, 1951]
- list-item: • ଦେଶରେ ପ୍ରାୟ ୪୭ ସରକାରୀ ଅଫିସରଙ୍କ ଦୁର୍ନୀତି ଅଭିଯୋଗରେ ତଦନ୍ତ ପାଇଁ ନିର୍ଦ୍ଦେଶ ଦିଆଯାଇଛି।: [4, 1653, 344, 1684]
- grid-cell: 1: [218, 2225, 234, 2241]
- grid-cell: 9: [310, 2256, 326, 2272]
- list-item: • ଏସିଆ ଲଣ୍ଡା ଓ ଭାରତର ଏସିଆ ମହାଦେଶ ଚମ୍ପିୟନ ଶୀର୍ଷ ଗାଏକ ବିଜେତା ଭଳି ବିଷୟରେ ଆଲୋଚନା।: [4, 1579, 352, 1610]
- grid-cell: [175, 1950, 207, 1983]
- grid-cell: 3: [279, 2302, 295, 2318]
- grid-cell: 7: [249, 2302, 264, 2318]
- grid-cell: 6: [303, 1886, 335, 1918]
- grid-cell: 4: [203, 2179, 218, 2195]
- grid-row: [47, 1918, 335, 1951]
- grid-cell: 4: [249, 2225, 264, 2241]
- grid-cell: 1: [233, 2271, 249, 2287]
- india-section-title: ଏଇ ଭାରତରେ...: [30, 198, 220, 231]
- grid-cell: [143, 1853, 175, 1886]
- grid-row: [187, 2179, 325, 2195]
- grid-cell: 2: [279, 2195, 295, 2210]
- grid-cell: 6: [203, 2302, 218, 2318]
- sudoku-solution: [186, 2178, 366, 2318]
- grid-row: [47, 2047, 335, 2080]
- grid-cell: 5: [218, 2256, 234, 2272]
- grid-cell: [111, 1918, 143, 1951]
- grid-cell: 7: [218, 2271, 234, 2287]
- grid-cell: 7: [295, 2241, 310, 2256]
- byline-label: ଖୋଲାବିଚାର: [708, 1394, 810, 1419]
- solution-table: [186, 2178, 326, 2318]
- grid-cell: 4: [233, 2302, 249, 2318]
- grid-cell: 2: [233, 2225, 249, 2241]
- grid-cell: [303, 2015, 335, 2048]
- grid-cell: 9: [295, 2195, 310, 2210]
- contact-box: [1135, 2121, 1487, 2331]
- byline-name: ବରେନ୍ଦ୍ର କୃଷ୍ଣ ଧଳ: [708, 1442, 833, 1461]
- lokadekhania-header: [1152, 4, 1492, 88]
- district-subtitle: ଚନ୍ଦନ...ଚନ୍ଦନ: [60, 944, 169, 968]
- contact-address: ପାଠକ ଶ୍ରେଷ୍ଠ ବିଚାରକ ସମ୍ପାଦକ ବରାବର, ଧରିତ୍ରୀ, ବି-୨୬, ଓଡ଼ୁଗଣ୍ଡ ଶିଳ୍ପାଞ୍ଚଳ, ଭୁବନେଶ୍ୱର–୭୫୧୦୧୦: [1148, 2127, 1474, 2156]
- building-emblem-icon: [939, 33, 989, 83]
- grid-cell: 6: [233, 2287, 249, 2302]
- grid-cell: [47, 1983, 79, 2015]
- grid-cell: 2: [207, 2015, 239, 2048]
- grid-cell: [239, 1918, 271, 1951]
- grid-row: [187, 2210, 325, 2226]
- grid-cell: [175, 2080, 207, 2112]
- grid-cell: 9: [271, 2112, 303, 2145]
